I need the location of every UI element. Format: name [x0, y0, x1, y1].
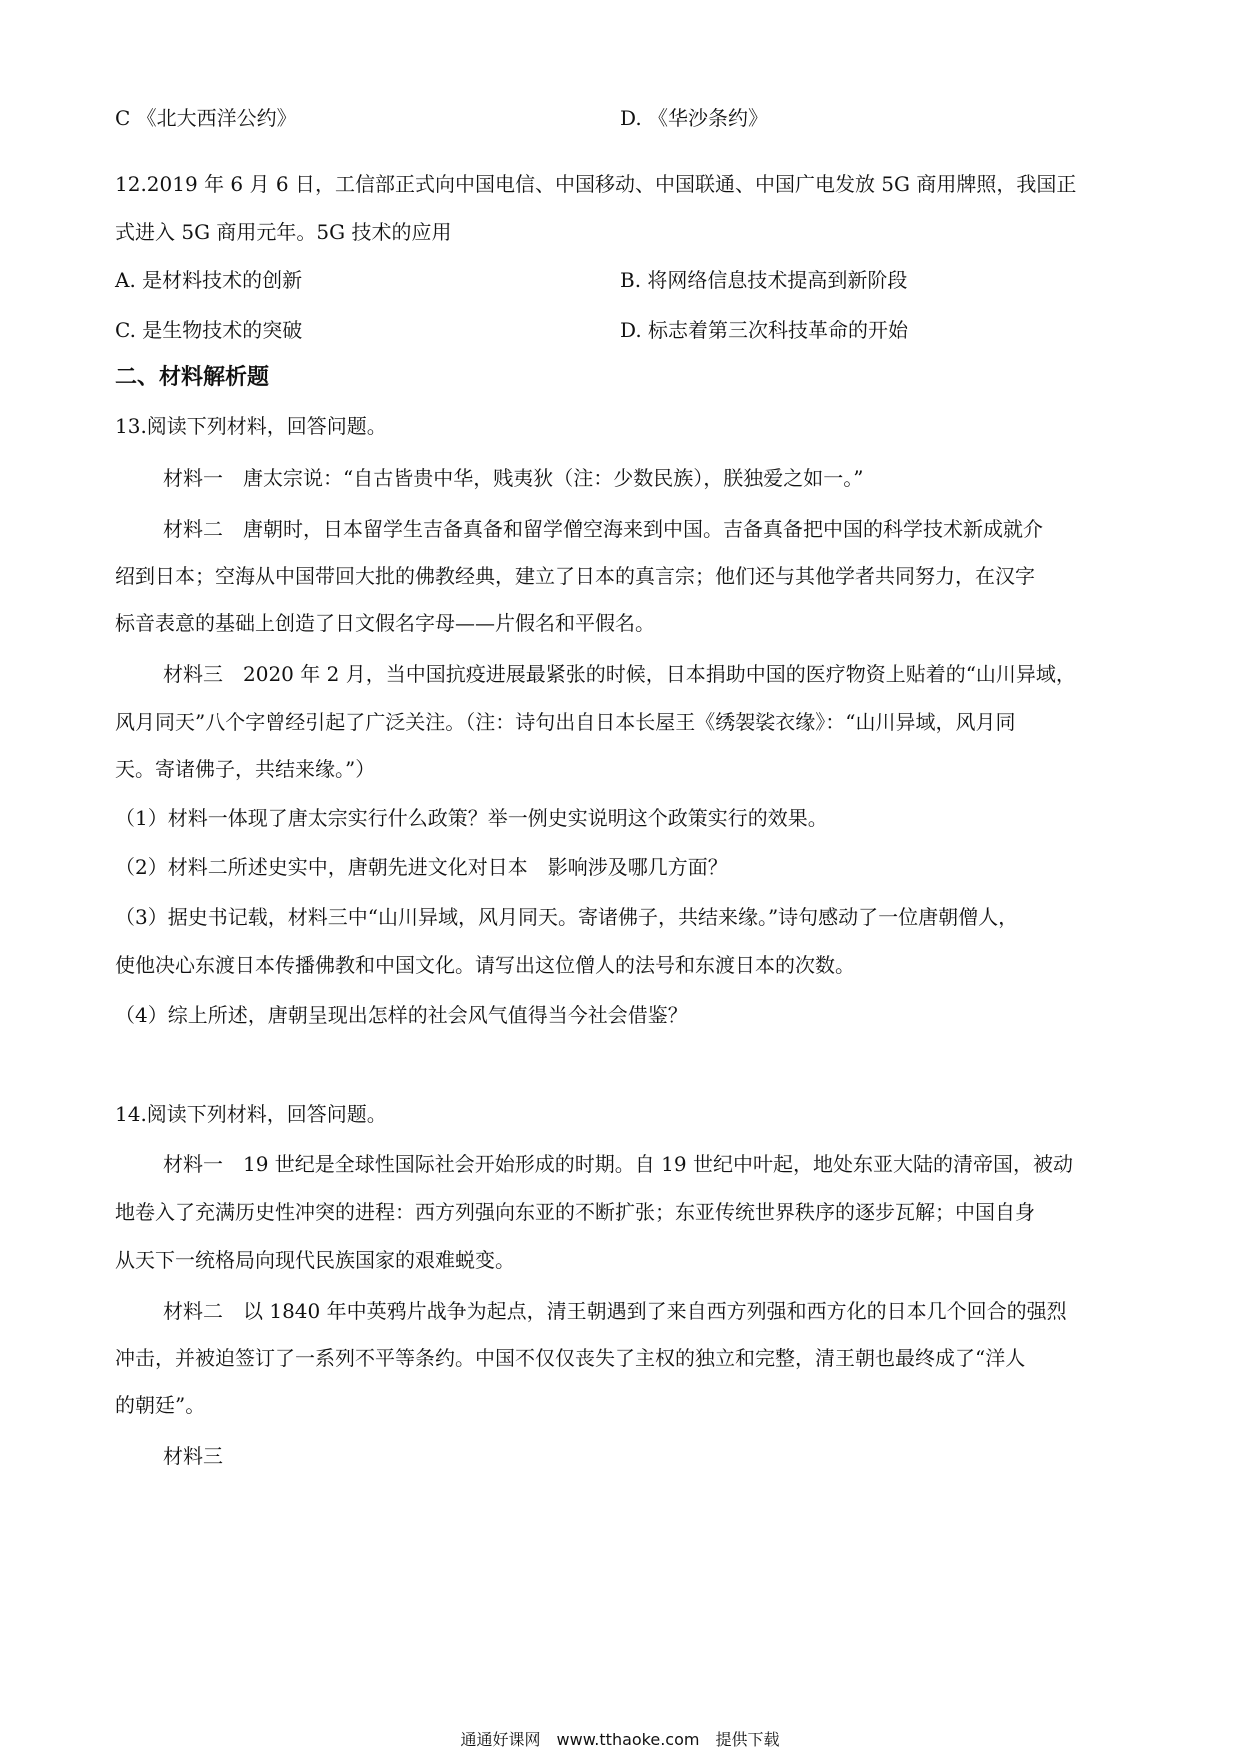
q14-material-2-line1: 材料二 以 1840 年中英鸦片战争为起点，清王朝遇到了来自西方列强和西方化的日本几个回合的强烈	[163, 1299, 1067, 1323]
q13-subquestion-4: （4）综上所述，唐朝呈现出怎样的社会风气值得当今社会借鉴？	[115, 1003, 688, 1027]
q13-material-2-line2: 绍到日本；空海从中国带回大批的佛教经典，建立了日本的真言宗；他们还与其他学者共同努力，在汉字	[115, 564, 1035, 588]
q12-stem-line2: 式进入 5G 商用元年。5G 技术的应用	[115, 220, 452, 244]
q12-stem-line1: 12.2019 年 6 月 6 日，工信部正式向中国电信、中国移动、中国联通、中国广电发放 5G 商用牌照，我国正	[115, 172, 1077, 196]
q13-subquestion-2: （2）材料二所述史实中，唐朝先进文化对日本 影响涉及哪几方面？	[115, 855, 728, 879]
q12-option-d: D. 标志着第三次科技革命的开始	[620, 318, 909, 342]
q13-material-2-line1: 材料二 唐朝时，日本留学生吉备真备和留学僧空海来到中国。吉备真备把中国的科学技术新成就介	[163, 517, 1043, 541]
q12-option-b: B. 将网络信息技术提高到新阶段	[620, 268, 908, 292]
q13-subquestion-3-line1: （3）据史书记载，材料三中“山川异域，风月同天。寄诸佛子，共结来缘。”诗句感动了一位唐朝僧人，	[115, 905, 1019, 929]
q13-material-3-line2: 风月同天”八个字曾经引起了广泛关注。（注：诗句出自日本长屋王《绣袈裟衣缘》：“山川异域，风月同	[115, 710, 1016, 734]
q14-material-1-line1: 材料一 19 世纪是全球性国际社会开始形成的时期。自 19 世纪中叶起，地处东亚大陆的清帝国，被动	[163, 1152, 1073, 1176]
q13-stem: 13.阅读下列材料，回答问题。	[115, 414, 387, 438]
q14-material-3: 材料三	[163, 1444, 223, 1468]
q14-stem: 14.阅读下列材料，回答问题。	[115, 1102, 387, 1126]
q14-material-1-line2: 地卷入了充满历史性冲突的进程：西方列强向东亚的不断扩张；东亚传统世界秩序的逐步瓦解；中国自身	[115, 1200, 1035, 1224]
q14-material-2-line3: 的朝廷”。	[115, 1393, 206, 1417]
q12-option-c: C. 是生物技术的突破	[115, 318, 303, 342]
q13-material-1: 材料一 唐太宗说：“自古皆贵中华，贱夷狄（注：少数民族），朕独爱之如一。”	[163, 466, 864, 490]
q13-material-3-line1: 材料三 2020 年 2 月，当中国抗疫进展最紧张的时候，日本捐助中国的医疗物资上贴着的“山川异域，	[163, 662, 1076, 686]
q11-option-c: C 《北大西洋公约》	[115, 106, 297, 130]
page-footer: 通通好课网 www.tthaoke.com 提供下载	[460, 1730, 780, 1749]
q13-subquestion-3-line2: 使他决心东渡日本传播佛教和中国文化。请写出这位僧人的法号和东渡日本的次数。	[115, 953, 855, 977]
q13-material-3-line3: 天。寄诸佛子，共结来缘。”）	[115, 757, 376, 781]
section-title: 二、材料解析题	[115, 365, 270, 390]
q13-subquestion-1: （1）材料一体现了唐太宗实行什么政策？举一例史实说明这个政策实行的效果。	[115, 806, 828, 830]
q14-material-1-line3: 从天下一统格局向现代民族国家的艰难蜕变。	[115, 1248, 515, 1272]
q14-material-2-line2: 冲击，并被迫签订了一系列不平等条约。中国不仅仅丧失了主权的独立和完整，清王朝也最终成了“洋人	[115, 1346, 1026, 1370]
q13-material-2-line3: 标音表意的基础上创造了日文假名字母——片假名和平假名。	[115, 611, 655, 635]
q12-option-a: A. 是材料技术的创新	[115, 268, 303, 292]
q11-option-d: D. 《华沙条约》	[620, 106, 769, 130]
